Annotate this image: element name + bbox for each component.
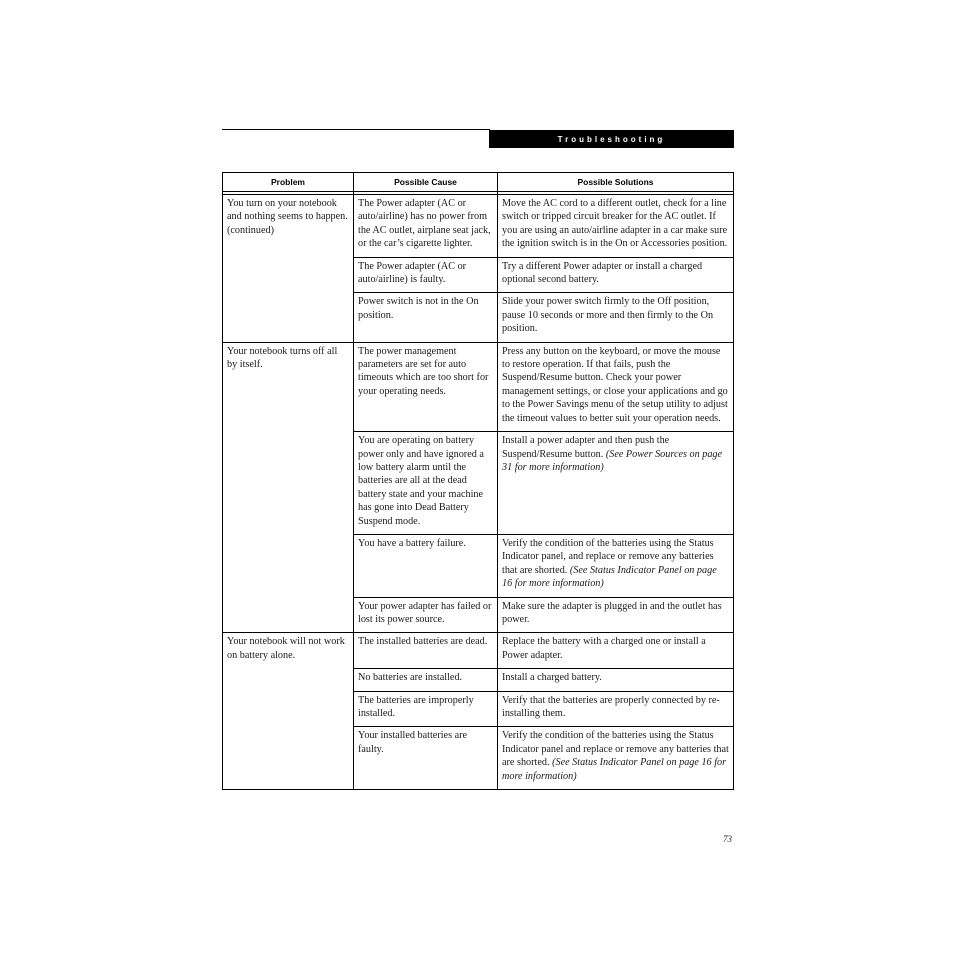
solution-cell	[498, 534, 734, 597]
solution-text: Verify the condition of the batteries using the Status Indicator panel, and replace or remove any batteries that are shorted.	[502, 537, 714, 576]
solution-text: Slide your power switch firmly to the Off position, pause 10 seconds or more and then firmly to the On position.	[502, 296, 714, 335]
cause-cell: You are operating on battery power only and have ignored a low battery alarm until the batteries are all at the dead battery state and your machine has gone into Dead Battery Suspend mode.	[354, 432, 498, 535]
solution-text: Verify the condition of the batteries using the Status Indicator panel and replace or remove any batteries that are shorted.	[502, 730, 729, 769]
solution-reference: (See Power Sources on page 31 for more information)	[502, 448, 723, 473]
solution-reference: (See Status Indicator Panel on page 16 for more information)	[502, 757, 727, 782]
problem-cell: Your notebook turns off all by itself.	[223, 342, 354, 633]
cause-cell: Power switch is not in the On position.	[354, 293, 498, 342]
table-row	[223, 342, 734, 431]
cause-cell: The Power adapter (AC or auto/airline) is faulty.	[354, 257, 498, 293]
solution-cell	[498, 342, 734, 431]
cause-cell: You have a battery failure.	[354, 534, 498, 597]
table-body	[223, 192, 734, 790]
column-header-cause: Possible Cause	[354, 173, 498, 192]
cause-cell: The power management parameters are set for auto timeouts which are too short for your operating needs.	[354, 342, 498, 431]
solution-cell	[498, 257, 734, 293]
problem-cell: Your notebook will not work on battery alone.	[223, 633, 354, 790]
solution-text: Replace the battery with a charged one or install a Power adapter.	[502, 636, 706, 661]
solution-text: Install a charged battery.	[502, 672, 602, 684]
section-header	[489, 130, 734, 148]
page-number: 73	[723, 834, 732, 844]
table-row	[223, 195, 734, 258]
solution-cell	[498, 633, 734, 669]
table-header-row	[223, 173, 734, 192]
column-header-problem: Problem	[223, 173, 354, 192]
cause-cell: The Power adapter (AC or auto/airline) has no power from the AC outlet, airplane seat jack, or the car’s cigarette lighter.	[354, 195, 498, 258]
troubleshooting-table	[222, 172, 734, 790]
solution-text: Make sure the adapter is plugged in and the outlet has power.	[502, 600, 722, 625]
problem-cell: You turn on your notebook and nothing seems to happen. (continued)	[223, 195, 354, 343]
solution-text: Press any button on the keyboard, or move the mouse to restore operation. If that fails, push the Suspend/Resume button. Check your power management settings, or close your applications and go to the Power Savings menu of the setup utility to adjust the timeout values to better suit your operation needs.	[502, 345, 728, 424]
cause-cell: Your power adapter has failed or lost its power source.	[354, 597, 498, 633]
cause-cell: Your installed batteries are faulty.	[354, 727, 498, 790]
solution-text: Install a power adapter and then push the Suspend/Resume button.	[502, 435, 670, 460]
cause-cell: No batteries are installed.	[354, 669, 498, 691]
solution-cell	[498, 727, 734, 790]
cause-cell: The batteries are improperly installed.	[354, 691, 498, 727]
solution-reference: (See Status Indicator Panel on page 16 for more information)	[502, 564, 717, 590]
solution-cell	[498, 597, 734, 633]
solution-cell	[498, 195, 734, 258]
solution-cell	[498, 432, 734, 535]
solution-text: Move the AC cord to a different outlet, check for a line switch or tripped circuit breaker for the AC outlet. If you are using an auto/airline adapter in a car make sure the ignition switch is in the On or Accessories position.	[502, 198, 728, 250]
column-header-solutions: Possible Solutions	[498, 173, 734, 192]
solution-cell	[498, 669, 734, 691]
cause-cell: The installed batteries are dead.	[354, 633, 498, 669]
solution-cell	[498, 293, 734, 342]
header-rule	[222, 129, 490, 130]
solution-text: Verify that the batteries are properly connected by re-installing them.	[502, 694, 720, 719]
solution-cell	[498, 691, 734, 727]
solution-text: Try a different Power adapter or install a charged optional second battery.	[502, 260, 703, 286]
section-title: Troubleshooting	[557, 134, 666, 144]
table-row	[223, 633, 734, 669]
